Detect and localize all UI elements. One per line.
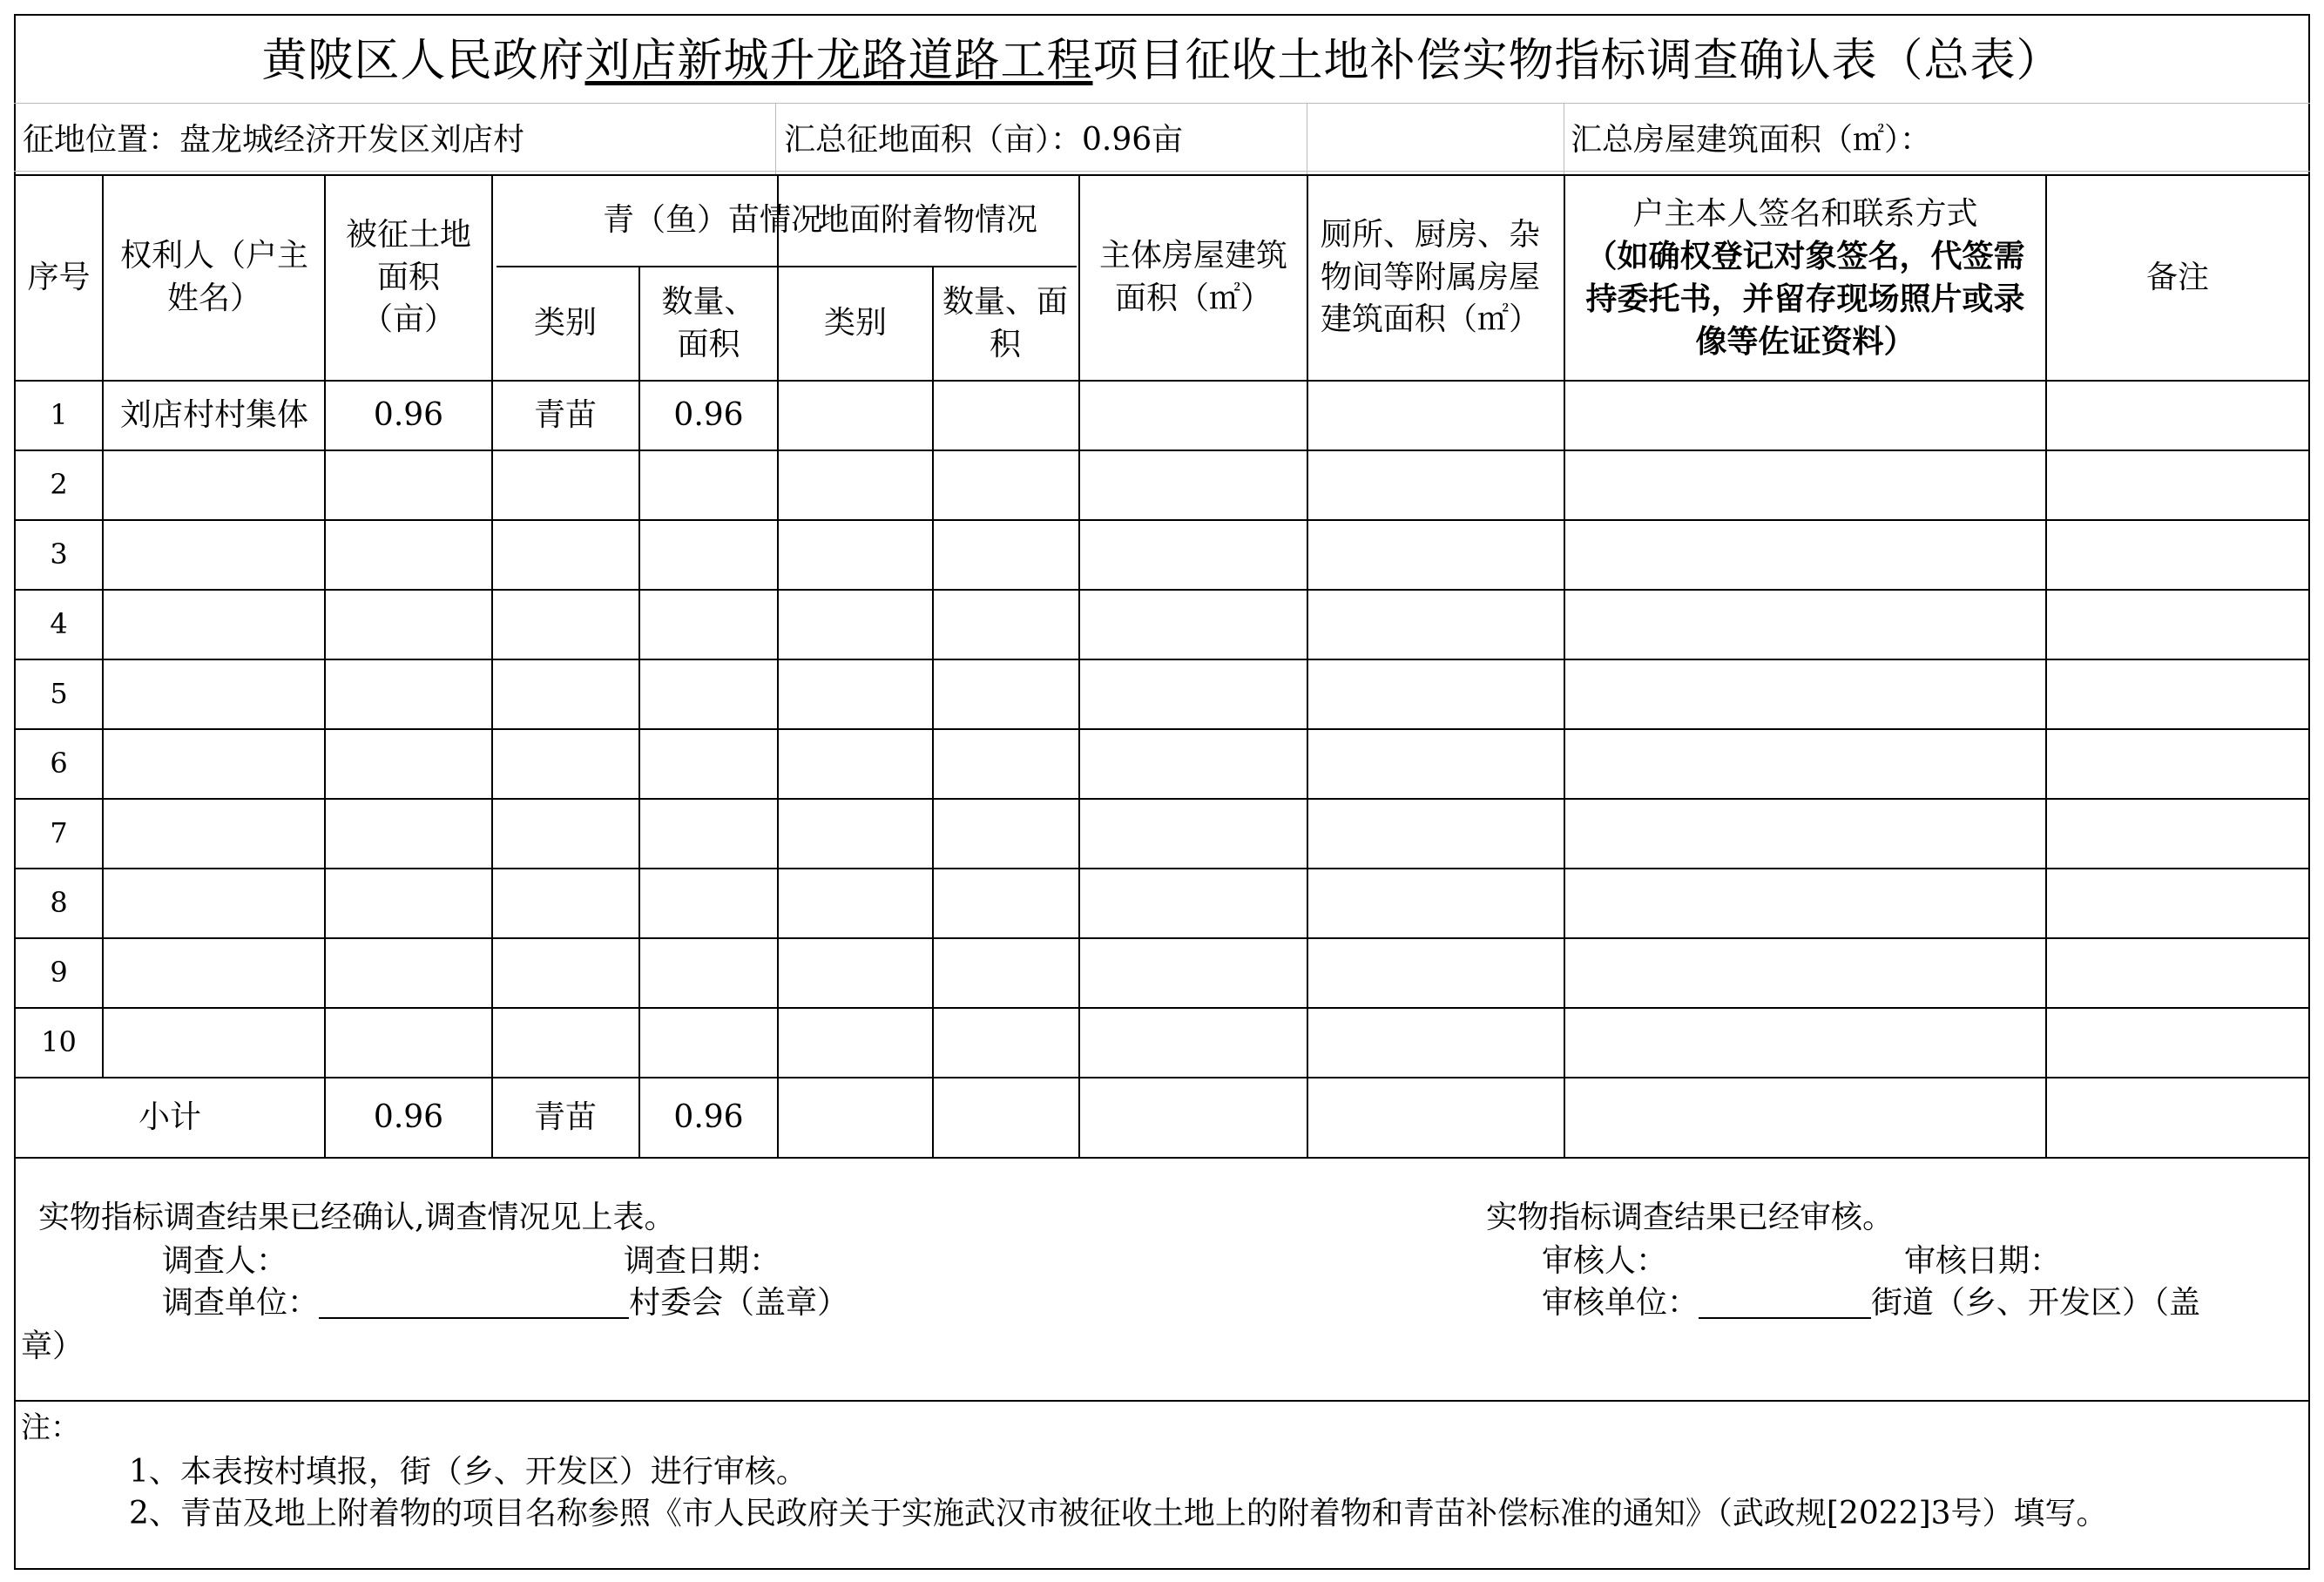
row-crops-type [493,1009,638,1077]
title-suffix: 项目征收土地补偿实物指标调查确认表（总表） [1092,35,2063,87]
header-crops-qty: 数量、面积 [661,283,756,362]
header-crops-type: 类别 [533,305,597,341]
row-attach-qty [934,591,1077,659]
row-owner [106,1009,322,1077]
row-signature [1565,869,2045,937]
row-crops-qty [640,451,777,519]
investigation-unit-line [162,1285,849,1321]
note-2: 2、青苗及地上附着物的项目名称参照《市人民政府关于实施武汉市被征收土地上的附着物和青苗补偿标准的通知》（武政规[2022]3号）填写。 [129,1496,2108,1531]
row-signature [1565,521,2045,589]
row-crops-qty [640,1009,777,1077]
row-attach-type [779,1009,932,1077]
row-owner [106,869,322,937]
row-seq: 1 [50,398,68,432]
header-signature-title: 户主本人签名和联系方式 [1632,195,1978,232]
row-signature [1565,800,2045,868]
row-attach-type [779,800,932,868]
row-remarks [2047,939,2308,1007]
row-crops-type [493,591,638,659]
row-crops-qty [640,660,777,728]
land-location: 征地位置：盘龙城经济开发区刘店村 [23,122,525,158]
row-land-area: 0.96 [373,396,444,433]
village-committee-stamp: 村委会（盖章） [629,1285,849,1321]
subtotal-land-area: 0.96 [373,1099,444,1135]
row-attach-type [779,869,932,937]
row-remarks [2047,521,2308,589]
row-attach-type [779,382,932,450]
row-signature [1565,1009,2045,1077]
row-owner [106,591,322,659]
row-owner [106,939,322,1007]
row-aux-building [1308,451,1564,519]
street-stamp: 街道（乡、开发区）（盖 [1871,1285,2201,1321]
row-crops-type [493,521,638,589]
row-crops-qty [640,521,777,589]
header-main-building: 主体房屋建筑面积（㎡） [1098,238,1287,316]
confirm-statement: 实物指标调查结果已经确认,调查情况见上表。 [38,1200,676,1235]
row-seq: 4 [50,607,68,641]
header-signature-note: （如确权登记对象签名，代签需持委托书，并留存现场照片或录像等佐证资料） [1585,238,2025,360]
header-owner: 权利人（户主姓名） [119,238,308,316]
header-seq: 序号 [27,259,91,295]
row-aux-building [1308,521,1564,589]
review-unit-blank[interactable] [1699,1288,1871,1319]
row-main-building [1080,800,1307,868]
header-signature [1565,176,2045,380]
row-seq: 6 [50,747,68,781]
row-land-area [328,730,490,798]
row-main-building [1080,939,1307,1007]
row-land-area [328,939,490,1007]
row-seq: 7 [50,816,68,850]
row-owner [106,521,322,589]
row-signature [1565,451,2045,519]
header-crops-group: 青（鱼）苗情况 [602,202,822,239]
row-main-building [1080,382,1307,450]
note-1: 1、本表按村填报，街（乡、开发区）进行审核。 [129,1454,807,1490]
row-crops-qty [640,869,777,937]
row-remarks [2047,869,2308,937]
review-unit-line [1542,1285,2201,1321]
row-seq: 8 [50,886,68,920]
row-main-building [1080,660,1307,728]
review-date-label: 审核日期： [1904,1243,2062,1279]
row-signature [1565,591,2045,659]
row-seq: 9 [50,956,68,990]
row-land-area [328,800,490,868]
subtotal-crops-type: 青苗 [533,1099,597,1135]
row-aux-building [1308,800,1564,868]
row-crops-type [493,939,638,1007]
row-attach-qty [934,660,1077,728]
row-remarks [2047,1009,2308,1077]
row-attach-qty [934,730,1077,798]
row-main-building [1080,521,1307,589]
row-crops-type [493,660,638,728]
title-prefix: 黄陂区人民政府 [261,35,585,87]
reviewer-label: 审核人： [1542,1243,1668,1279]
form-title [0,35,2324,87]
row-crops-qty [640,939,777,1007]
row-land-area [328,869,490,937]
row-attach-type [779,660,932,728]
row-crops-qty [640,800,777,868]
row-owner [106,660,322,728]
row-attach-qty [934,451,1077,519]
row-aux-building [1308,869,1564,937]
row-crops-qty [640,591,777,659]
row-crops-type [493,730,638,798]
row-remarks [2047,660,2308,728]
row-crops-type [493,800,638,868]
row-owner [106,451,322,519]
row-crops-type [493,869,638,937]
row-aux-building [1308,382,1564,450]
header-remarks: 备注 [2145,259,2209,295]
subtotal-crops-qty: 0.96 [673,1099,744,1135]
row-owner [106,730,322,798]
row-aux-building [1308,660,1564,728]
row-aux-building [1308,1009,1564,1077]
header-attach-type: 类别 [823,305,887,341]
row-main-building [1080,869,1307,937]
investigation-date-label: 调查日期： [624,1243,781,1279]
row-attach-qty [934,382,1077,450]
review-statement: 实物指标调查结果已经审核。 [1486,1200,1895,1235]
total-building-area: 汇总房屋建筑面积（㎡）： [1571,122,1932,158]
row-attach-type [779,939,932,1007]
investigation-unit-blank[interactable] [319,1288,629,1319]
row-aux-building [1308,939,1564,1007]
row-land-area [328,1009,490,1077]
total-land-area: 汇总征地面积（亩）：0.96亩 [784,122,1184,158]
row-attach-type [779,730,932,798]
investigator-label: 调查人： [162,1243,288,1279]
row-attach-type [779,451,932,519]
row-crops-type: 青苗 [533,396,597,433]
header-attach-group: 地面附着物情况 [817,202,1037,239]
investigation-unit-label: 调查单位： [162,1285,320,1321]
row-aux-building [1308,591,1564,659]
row-aux-building [1308,730,1564,798]
row-seq: 2 [50,468,68,502]
row-seq: 5 [50,677,68,711]
review-unit-label: 审核单位： [1542,1285,1699,1321]
row-remarks [2047,382,2308,450]
row-remarks [2047,800,2308,868]
header-aux-building: 厕所、厨房、杂物间等附属房屋建筑面积（㎡） [1321,217,1541,338]
stamp-wrap: 章） [21,1328,84,1364]
row-main-building [1080,591,1307,659]
row-land-area [328,591,490,659]
row-seq: 10 [41,1025,77,1059]
row-attach-qty [934,800,1077,868]
row-remarks [2047,591,2308,659]
row-remarks [2047,451,2308,519]
notes-heading: 注： [21,1410,80,1445]
row-crops-qty: 0.96 [673,396,744,433]
row-seq: 3 [50,537,68,571]
row-signature [1565,382,2045,450]
row-owner [106,800,322,868]
row-main-building [1080,1009,1307,1077]
header-attach-qty: 数量、面积 [942,283,1068,362]
row-remarks [2047,730,2308,798]
subtotal-label: 小计 [138,1099,201,1135]
row-land-area [328,451,490,519]
row-land-area [328,660,490,728]
row-attach-qty [934,869,1077,937]
row-signature [1565,939,2045,1007]
row-attach-qty [934,521,1077,589]
row-attach-qty [934,1009,1077,1077]
row-attach-qty [934,939,1077,1007]
row-main-building [1080,730,1307,798]
row-signature [1565,660,2045,728]
row-main-building [1080,451,1307,519]
row-signature [1565,730,2045,798]
row-crops-type [493,451,638,519]
title-project-name: 刘店新城升龙路道路工程 [584,35,1093,87]
row-land-area [328,521,490,589]
header-land-area: 被征土地面积（亩） [345,217,471,338]
row-attach-type [779,521,932,589]
row-attach-type [779,591,932,659]
row-owner: 刘店村村集体 [119,396,308,433]
row-crops-qty [640,730,777,798]
